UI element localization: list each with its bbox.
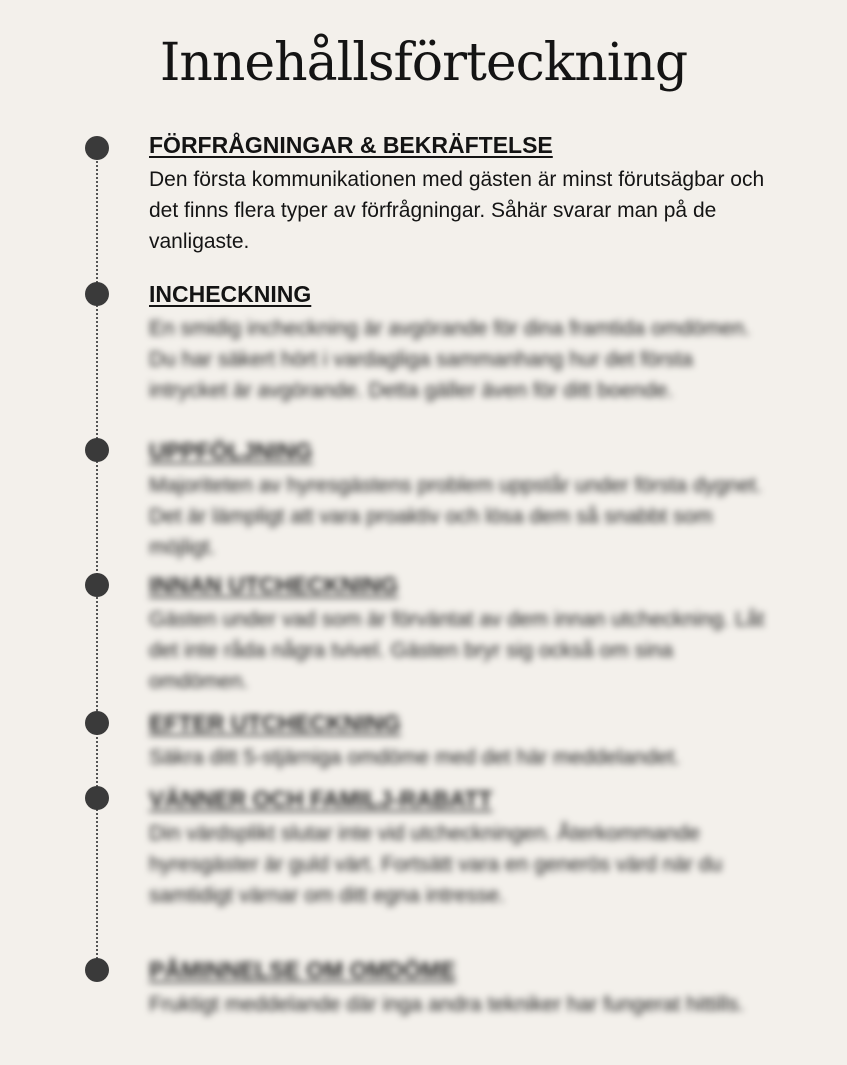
section-body: Majoriteten av hyresgästens problem uppstår under första dygnet. Det är lämpligt att vara proaktiv och lösa dem så snabbt som möjligt. xyxy=(149,474,762,559)
timeline-dot xyxy=(85,438,109,462)
section-heading[interactable]: INNAN UTCHECKNING xyxy=(149,572,399,598)
section-body: Den första kommunikationen med gästen är minst förutsägbar och det finns flera typer av förfrågningar. Såhär svarar man på de vanligaste. xyxy=(149,168,765,253)
section-heading[interactable]: FÖRFRÅGNINGAR & BEKRÄFTELSE xyxy=(149,132,553,158)
timeline-dot xyxy=(85,136,109,160)
section-heading[interactable]: PÅMINNELSE OM OMDÖME xyxy=(149,957,456,983)
timeline-dot xyxy=(85,958,109,982)
section-friends-family xyxy=(149,784,769,911)
section-heading[interactable]: VÄNNER OCH FAMILJ-RABATT xyxy=(149,786,493,812)
timeline-dot xyxy=(85,711,109,735)
section-heading[interactable]: INCHECKNING xyxy=(149,281,312,307)
section-heading[interactable]: EFTER UTCHECKNING xyxy=(149,710,401,736)
section-body: En smidig incheckning är avgörande för dina framtida omdömen. Du har säkert hört i vardagliga sammanhang hur det första intrycket är avgörande. Detta gäller även för ditt boende. xyxy=(149,317,751,402)
section-body: Säkra ditt 5-stjärniga omdöme med det här meddelandet. xyxy=(149,746,681,769)
section-body: Din värdsplikt slutar inte vid utcheckningen. Återkommande hyresgäster är guld värt. Fortsätt vara en generös värd när du samtidigt värnar om ditt egna intresse. xyxy=(149,822,723,907)
section-followup xyxy=(149,436,769,563)
section-requests xyxy=(149,130,769,257)
section-checkin xyxy=(149,279,769,406)
section-body: Gästen under vad som är förväntat av dem innan utcheckning. Låt det inte råda några tvivel. Gästen bryr sig också om sina omdömen. xyxy=(149,608,765,693)
timeline-dot xyxy=(85,282,109,306)
page-title: Innehållsförteckning xyxy=(159,33,688,93)
section-review-reminder xyxy=(149,955,769,1020)
timeline-line xyxy=(96,150,98,970)
section-body: Fruktigt meddelande där inga andra tekniker har fungerat hittills. xyxy=(149,993,745,1016)
timeline-dot xyxy=(85,786,109,810)
timeline-dot xyxy=(85,573,109,597)
section-before-checkout xyxy=(149,570,769,697)
section-after-checkout xyxy=(149,708,769,773)
section-heading[interactable]: UPPFÖLJNING xyxy=(149,438,313,464)
